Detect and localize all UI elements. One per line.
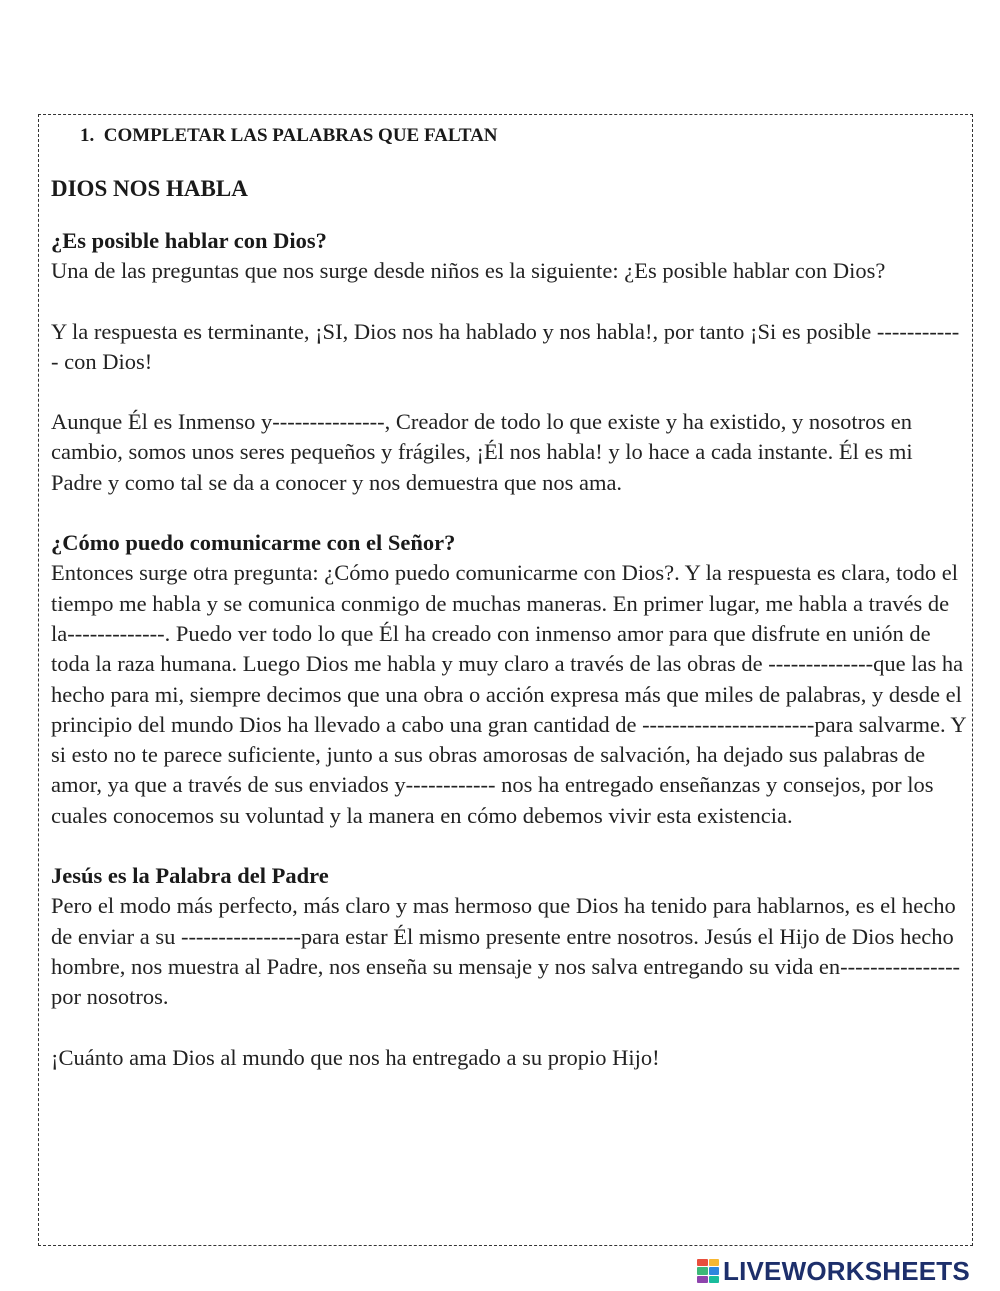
logo-block <box>697 1276 708 1283</box>
section-title-1: ¿Es posible hablar con Dios? <box>51 228 327 253</box>
logo-block <box>697 1259 708 1266</box>
logo-block <box>709 1276 720 1283</box>
page-title: DIOS NOS HABLA <box>51 176 248 201</box>
logo-block <box>709 1259 720 1266</box>
paragraph-1-3: Aunque Él es Inmenso y---------------, Creador de todo lo que existe y ha existido, y nosotros en cambio, somos unos seres pequeños y frágiles, ¡Él nos habla! y lo hace a cada instante. Él es mi Padre y como tal se da a conocer y nos demuestra que nos ama. <box>51 409 913 495</box>
logo-text: LIVEWORKSHEETS <box>723 1256 970 1286</box>
paragraph-3-1: Pero el modo más perfecto, más claro y mas hermoso que Dios ha tenido para hablarnos, es el hecho de enviar a su ----------------para estar Él mismo presente entre nosotros. Jesús el Hijo de Dios hecho hombre, nos muestra al Padre, nos enseña su mensaje y nos salva entregando su vida en---------------- por nosotros. <box>51 893 961 1010</box>
worksheet-content <box>51 118 966 1073</box>
logo-block <box>709 1267 720 1274</box>
liveworksheets-logo[interactable] <box>697 1257 970 1285</box>
task-title: COMPLETAR LAS PALABRAS QUE FALTAN <box>103 125 498 146</box>
task-heading <box>80 123 966 149</box>
task-number: 1. <box>80 125 95 146</box>
logo-block <box>697 1267 708 1274</box>
paragraph-3-2: ¡Cuánto ama Dios al mundo que nos ha entregado a su propio Hijo! <box>51 1044 660 1070</box>
section-title-2: ¿Cómo puedo comunicarme con el Señor? <box>51 530 456 556</box>
section-title-3: Jesús es la Palabra del Padre <box>51 863 329 889</box>
logo-blocks-icon <box>697 1259 719 1283</box>
paragraph-2-1: Entonces surge otra pregunta: ¿Cómo puedo comunicarme con Dios?. Y la respuesta es clara, todo el tiempo me habla y se comunica conmigo de muchas maneras. En primer lugar, me habla a través de la-------------. Puedo ver todo lo que Él ha creado con inmenso amor para que disfrute en unión de toda la raza humana. Luego Dios me habla y muy claro a través de las obras de --------------que las ha hecho para mi, siempre decimos que una obra o acción expresa más que miles de palabras, y desde el principio del mundo Dios ha llevado a cabo una gran cantidad de -----------------------para salvarme. Y si esto no te parece suficiente, junto a sus obras amorosas de salvación, ha dejado sus palabras de amor, ya que a través de sus enviados y------------ nos ha entregado enseñanzas y consejos, por los cuales conocemos su voluntad y la manera en cómo debemos vivir esta existencia. <box>51 560 966 828</box>
paragraph-1-2: Y la respuesta es terminante, ¡SI, Dios nos ha hablado y nos habla!, por tanto ¡Si es posible ------------ con Dios! <box>51 318 960 374</box>
paragraph-1-1: Una de las preguntas que nos surge desde niños es la siguiente: ¿Es posible hablar con Dios? <box>51 258 886 284</box>
